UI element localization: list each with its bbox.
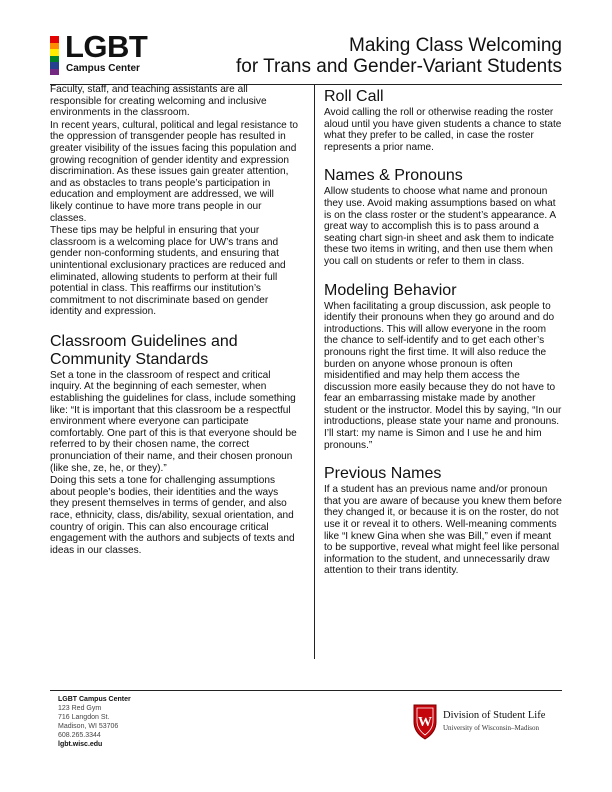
column-divider [314,85,315,659]
crest-letter: W [418,715,432,730]
roll-call-paragraph: Avoid calling the roll or otherwise reading the roster aloud until you have given students a chance to state what they prefer to be called, in case the roster represents a prior name. [324,107,562,153]
names-pronouns-heading: Names & Pronouns [324,167,463,185]
page-title [236,35,562,77]
left-column [50,84,298,557]
footer-city: Madison, WI 53706 [58,723,119,730]
footer-address-2: 716 Langdon St. [58,714,110,721]
previous-names-paragraph: If a student has an previous name and/or pronoun that you are aware of because you knew them before they changed it, or because it is on the roster, do not use it or reveal it to others. Well-meaning comments like “I knew Gina when she was Bill,” even if meant to be supportive, reveal what might feel like personal information to the student, and unnecessarily draw attention to their trans identity. [324,484,562,577]
guidelines-paragraph-2: Doing this sets a tone for challenging assumptions about people’s bodies, their identities and the ways they present themselves in terms of gender, and also race, ethnicity, class, dis/ability, sexual orientation, and country of origin. This can also encourage critical engagement with the authors and subjects of texts and ideas in our classes. [50,475,295,556]
roll-call-heading: Roll Call [324,88,384,105]
guidelines-paragraph-1: Set a tone in the classroom of respect and critical inquiry. At the beginning of each semester, when establishing the guidelines for class, include something like: “It is important that this classroom be a respectful environment where everyone can participate comfortably. One part of this is that everyone should be referred to by their chosen name, the correct pronunciation of their name, and their chosen pronoun (like she, ze, he, or they).” [50,369,297,474]
rainbow-flag-icon [50,36,59,75]
lgbt-campus-center-logo [50,29,162,76]
title-line-2: for Trans and Gender-Variant Students [236,56,562,77]
intro-paragraph-2: In recent years, cultural, political and legal resistance to the oppression of transgender people has resulted in greater visibility of the issues facing this population and growing recognition of gender identity and expression discrimination. As these issues gain greater attention, and as obstacles to trans people’s participation in education and employment are addressed, we will likely continue to have more trans people in our classes. [50,119,298,224]
division-student-life-logo [412,702,562,742]
modeling-behavior-heading: Modeling Behavior [324,281,457,299]
names-pronouns-paragraph: Allow students to choose what name and pronoun they use. Avoid making assumptions based on what is on the class roster or the student’s appearance. A great way to accomplish this is to pass around a seating chart sign-in sheet and ask them to indicate these two items in writing, and then use them when you call on students or refer to them in class. [324,186,556,267]
logo-subtitle: Campus Center [66,63,140,74]
right-column [324,84,562,578]
footer-phone: 608.265.3344 [58,732,101,739]
uw-crest-icon [412,702,438,740]
footer-org-name: LGBT Campus Center [58,696,131,703]
intro-paragraph-1: Faculty, staff, and teaching assistants are all responsible for creating welcoming and inclusive environments in the classroom. [50,84,267,119]
division-name: Division of Student Life [443,710,546,721]
logo-word: LGBT [65,29,148,64]
previous-names-heading: Previous Names [324,465,442,483]
footer-website-link[interactable]: lgbt.wisc.edu [58,741,103,748]
footer-rule [50,690,562,691]
university-name: University of Wisconsin–Madison [443,724,540,732]
guidelines-heading: Classroom Guidelines and Community Standards [50,332,238,368]
modeling-behavior-paragraph: When facilitating a group discussion, ask people to identify their pronouns when they go around and do introductions. This will allow everyone in the room the chance to self-identify and to get each other’s pronouns right the first time. It will also reduce the burden on anyone whose pronoun is often misidentified and may help them access the discussion more easily because they do not have to fear an embarrassing mistake made by another student or the instructor. Model this by saying, “In our introductions, please state your name and pronouns. I’ll start: my name is Simon and I use he and him pronouns.” [324,300,562,451]
footer-contact [58,695,131,749]
intro-paragraph-3: These tips may be helpful in ensuring that your classroom is a welcoming place for UW’s trans and gender non-conforming students, and ensuring that unintentional exclusionary practices are reduced and eliminated, allowing students to perform at their full potential in class. This reaffirms our institution’s commitment to not discriminate based on gender identity and expression. [50,225,286,318]
page-header [50,29,562,82]
title-line-1: Making Class Welcoming [349,35,562,56]
footer-address-1: 123 Red Gym [58,705,102,712]
